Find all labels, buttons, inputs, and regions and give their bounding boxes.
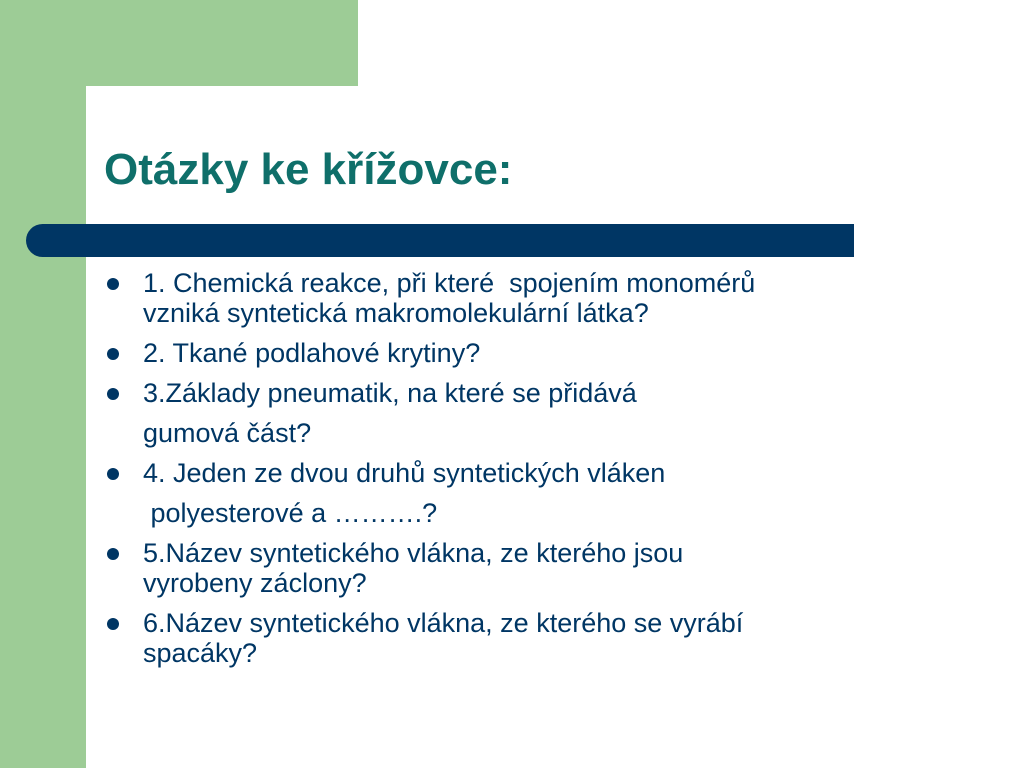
bullet-text: 3.Základy pneumatik, na které se přidává <box>143 378 637 408</box>
bullet-dot-icon <box>107 468 119 480</box>
slide-title: Otázky ke křížovce: <box>104 145 513 194</box>
bullet-text: vzniká syntetická makromolekulární látka? <box>143 298 649 328</box>
continuation-line: polyesterové a ……….? <box>143 498 438 528</box>
bullet-dot-icon <box>107 618 119 630</box>
green-top-block <box>0 0 358 86</box>
bullet-text: 5.Název syntetického vlákna, ze kterého jsou <box>143 538 684 568</box>
list-item <box>104 338 984 368</box>
list-item <box>104 538 984 598</box>
bullet-text: 4. Jeden ze dvou druhů syntetických vláken <box>143 458 666 488</box>
question-list <box>104 268 984 678</box>
bullet-text: vyrobeny záclony? <box>143 568 367 598</box>
bullet-text: 2. Tkané podlahové krytiny? <box>143 338 481 368</box>
green-side-band <box>0 0 86 768</box>
bullet-dot-icon <box>107 348 119 360</box>
list-item <box>104 608 984 668</box>
bullet-dot-icon <box>107 388 119 400</box>
title-underline-bar <box>26 224 854 257</box>
bullet-text: spacáky? <box>143 638 258 668</box>
bullet-text: 1. Chemická reakce, při které spojením monomérů <box>143 268 756 298</box>
list-item <box>104 378 984 408</box>
continuation-line: gumová část? <box>143 418 312 448</box>
list-item <box>104 458 984 488</box>
bullet-dot-icon <box>107 548 119 560</box>
bullet-dot-icon <box>107 278 119 290</box>
list-item <box>104 268 984 328</box>
bullet-text: 6.Název syntetického vlákna, ze kterého se vyrábí <box>143 608 744 638</box>
